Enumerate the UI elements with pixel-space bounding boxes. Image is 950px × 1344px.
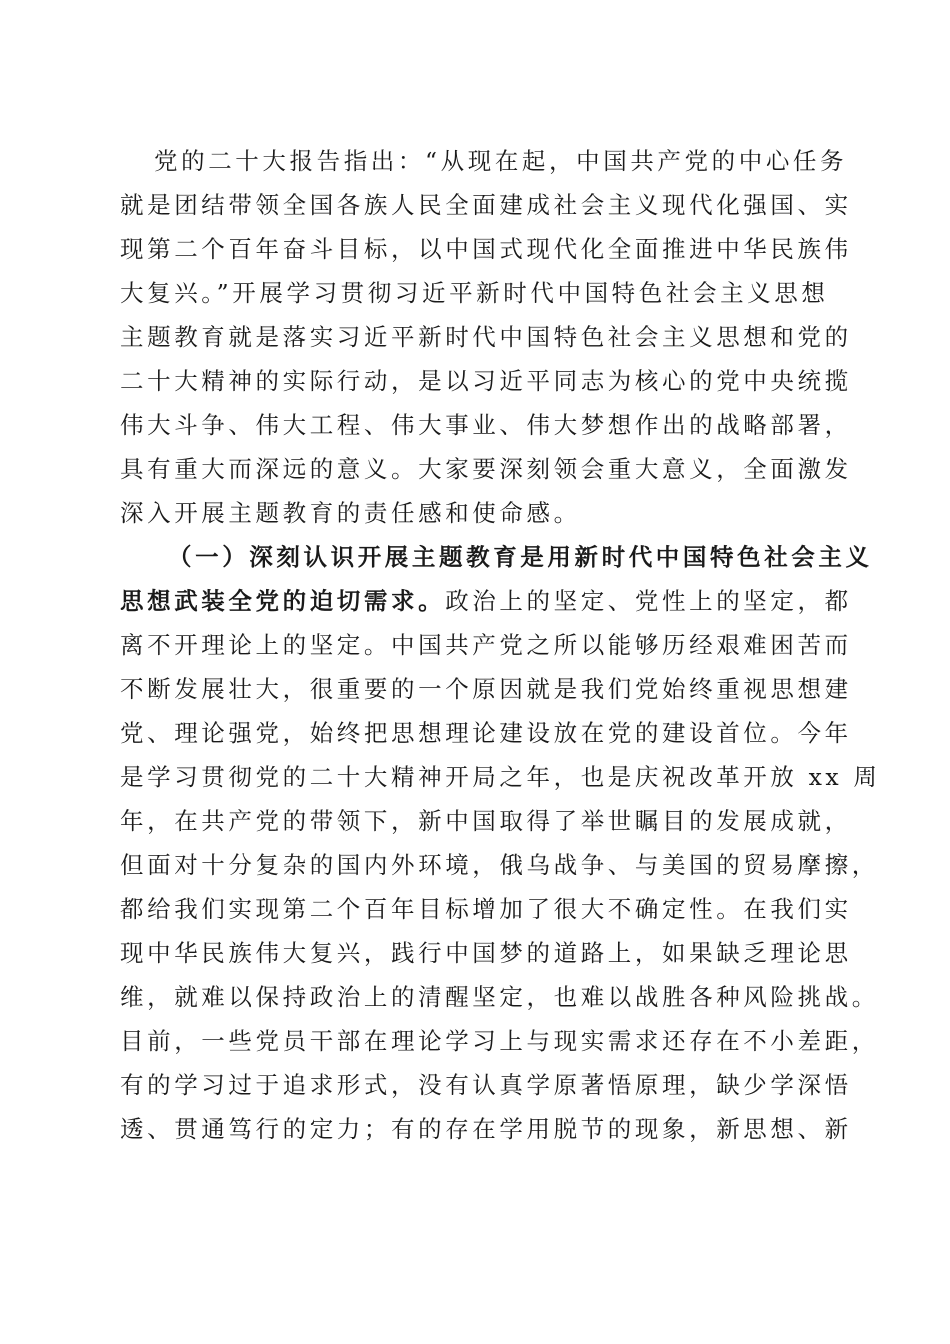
document-page (120, 139, 881, 1151)
text-line: 现中华民族伟大复兴，践行中国梦的道路上，如果缺乏理论思 (120, 939, 852, 967)
text-line: 现第二个百年奋斗目标，以中国式现代化全面推进中华民族伟 (120, 235, 852, 263)
text-line: 具有重大而深远的意义。大家要深刻领会重大意义，全面激发 (120, 455, 852, 483)
text-line: 维，就难以保持政治上的清醒坚定，也难以战胜各种风险挑战。 (120, 983, 879, 1011)
text-line: 就是团结带领全国各族人民全面建成社会主义现代化强国、实 (120, 191, 852, 219)
text-line: 不断发展壮大，很重要的一个原因就是我们党始终重视思想建 (120, 675, 852, 703)
section-heading: （一）深刻认识开展主题教育是用新时代中国特色社会主义 (168, 543, 873, 571)
text-line: 是学习贯彻党的二十大精神开局之年，也是庆祝改革开放 xx 周 (120, 763, 881, 791)
text-line: 都给我们实现第二个百年目标增加了很大不确定性。在我们实 (120, 895, 852, 923)
text-line: 年，在共产党的带领下，新中国取得了举世瞩目的发展成就， (120, 807, 852, 835)
text-line: 伟大斗争、伟大工程、伟大事业、伟大梦想作出的战略部署， (120, 411, 852, 439)
text-line (120, 579, 852, 623)
section-one (120, 535, 881, 1151)
text-segment: 政治上的坚定、党性上的坚定，都 (445, 587, 852, 615)
paragraph-intro (120, 139, 852, 535)
text-line: 离不开理论上的坚定。中国共产党之所以能够历经艰难困苦而 (120, 631, 852, 659)
text-line: 深入开展主题教育的责任感和使命感。 (120, 499, 581, 527)
text-line: 党、理论强党，始终把思想理论建设放在党的建设首位。今年 (120, 719, 852, 747)
text-line: 透、贯通笃行的定力；有的存在学用脱节的现象，新思想、新 (120, 1115, 852, 1143)
text-line: 但面对十分复杂的国内外环境，俄乌战争、与美国的贸易摩擦， (120, 851, 879, 879)
section-heading-continued: 思想武装全党的迫切需求。 (120, 587, 446, 615)
text-line: 目前，一些党员干部在理论学习上与现实需求还存在不小差距， (120, 1027, 879, 1055)
text-line: 有的学习过于追求形式，没有认真学原著悟原理，缺少学深悟 (120, 1071, 852, 1099)
text-line: 主题教育就是落实习近平新时代中国特色社会主义思想和党的 (120, 323, 852, 351)
text-line: 党的二十大报告指出：“从现在起，中国共产党的中心任务 (154, 147, 848, 175)
text-line: 大复兴。”开展学习贯彻习近平新时代中国特色社会主义思想 (120, 279, 829, 307)
text-line: 二十大精神的实际行动，是以习近平同志为核心的党中央统揽 (120, 367, 852, 395)
